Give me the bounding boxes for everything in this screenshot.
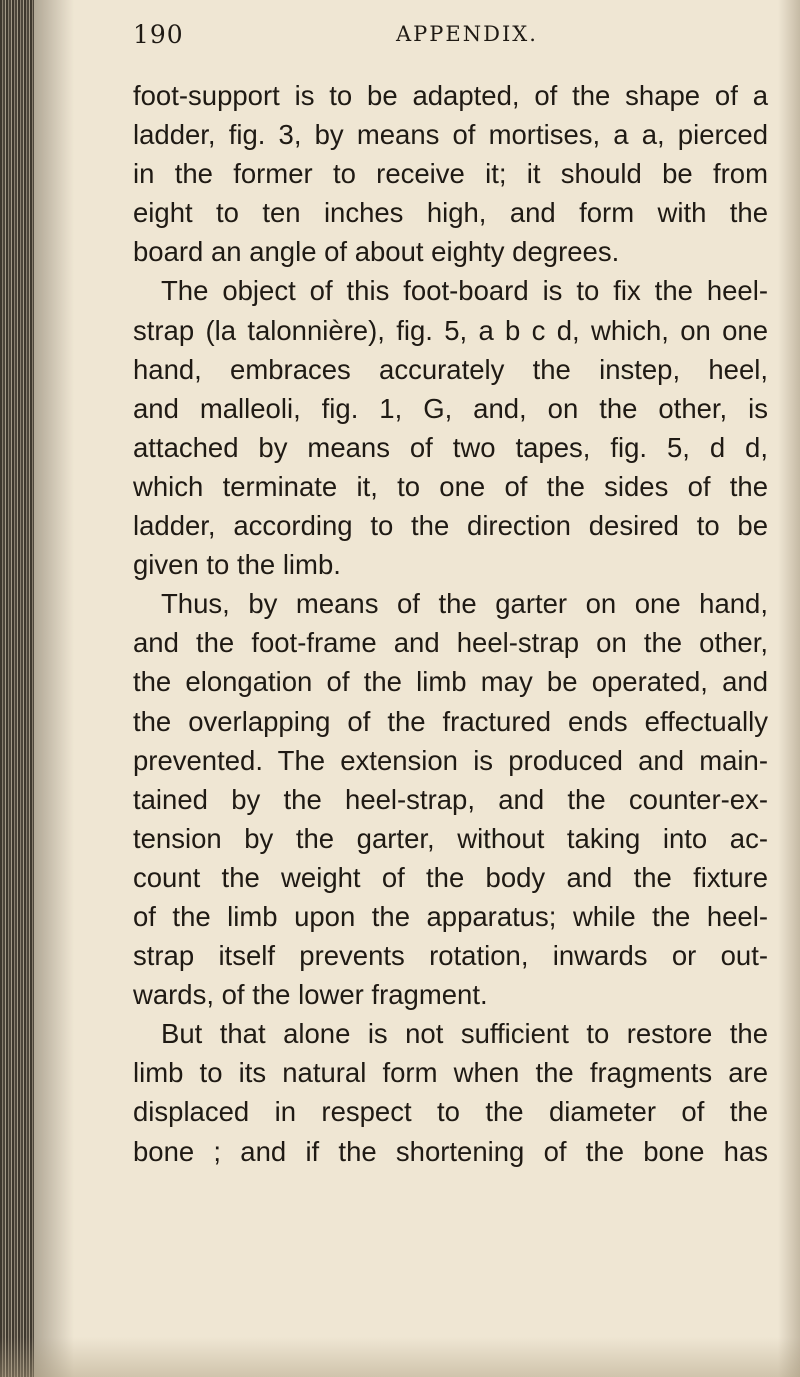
book-binding [0, 0, 34, 1377]
text-line: of the limb upon the apparatus; while the heel- [133, 900, 768, 932]
text-line: tained by the heel-strap, and the counter-ex- [133, 783, 768, 815]
text-line: tension by the garter, without taking into ac- [133, 822, 768, 854]
text-line: prevented. The extension is produced and main- [133, 744, 768, 776]
binding-shadow [34, 0, 74, 1377]
book-page [133, 0, 768, 1171]
text-line: wards, of the lower fragment. [133, 979, 488, 1011]
text-line: board an angle of about eighty degrees. [133, 236, 620, 268]
text-line: The object of this foot-board is to fix the heel- [161, 275, 768, 307]
page-edge-bottom [0, 1337, 800, 1377]
text-line: the overlapping of the fractured ends effectually [133, 705, 768, 737]
text-line: bone ; and if the shortening of the bone has [133, 1135, 768, 1167]
text-line: foot-support is to be adapted, of the shape of a [133, 80, 768, 111]
page-header [133, 0, 768, 62]
text-line: hand, embraces accurately the instep, heel, [133, 353, 768, 385]
text-line: and the foot-frame and heel-strap on the other, [133, 627, 768, 659]
text-line: which terminate it, to one of the sides of the [133, 470, 768, 502]
text-line: Thus, by means of the garter on one hand, [161, 588, 768, 620]
text-line: count the weight of the body and the fixture [133, 861, 768, 893]
text-line: limb to its natural form when the fragments are [133, 1057, 768, 1089]
text-line: displaced in respect to the diameter of the [133, 1096, 768, 1128]
text-line: attached by means of two tapes, fig. 5, d d, [133, 431, 768, 463]
text-line: eight to ten inches high, and form with the [133, 197, 768, 229]
body-text [133, 76, 768, 1171]
page-number: 190 [133, 20, 184, 49]
page-edge-right [778, 0, 800, 1377]
text-line: ladder, fig. 3, by means of mortises, a a, pierced [133, 119, 768, 151]
text-line: and malleoli, fig. 1, G, and, on the other, is [133, 392, 768, 424]
text-line: in the former to receive it; it should be from [133, 158, 768, 190]
text-line: strap itself prevents rotation, inwards or out- [133, 940, 768, 972]
running-head: APPENDIX. [396, 22, 538, 46]
text-line: But that alone is not sufficient to restore the [161, 1018, 768, 1050]
text-line: given to the limb. [133, 549, 341, 581]
text-line: strap (la talonnière), fig. 5, a b c d, which, on one [133, 314, 768, 346]
text-line: ladder, according to the direction desired to be [133, 510, 768, 542]
text-line: the elongation of the limb may be operated, and [133, 666, 768, 698]
